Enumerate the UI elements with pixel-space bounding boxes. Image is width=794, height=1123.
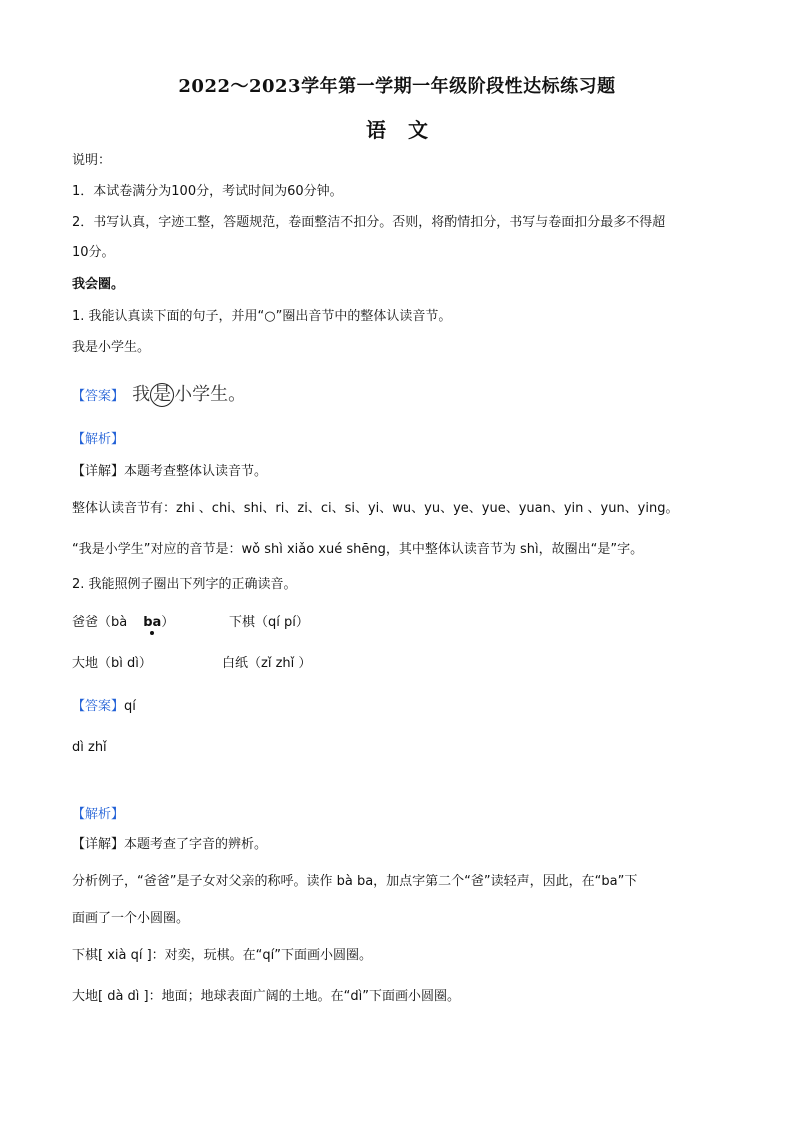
detail-tag: 【详解】 [72,837,125,852]
detail-tag: 【详解】 [72,464,125,479]
q1-detail [72,463,267,481]
q2-item-3: 大地（bì dì） [72,656,152,671]
answer-tag: 【答案】 [72,389,125,404]
q1-answer-row [72,383,246,407]
q1-syllable-list: 整体认读音节有：zhi 、chi、shi、ri、zi、ci、si、yi、wu、yu、ye、yue、yuan、yin 、yun、ying。 [72,501,679,516]
q2-paragraph-3: 大地[ dà dì ]：地面；地球表面广阔的土地。在“dì”下面画小圆圈。 [72,989,460,1004]
answer-text-before: 我 [132,384,151,405]
instruction-item-2-line-1: 2．书写认真，字迹工整，答题规范，卷面整洁不扣分。否则，将酌情扣分，书写与卷面扣分最多不得超 [72,215,666,230]
q2-paragraph-2: 下棋[ xià qí ]：对奕，玩棋。在“qí”下面画小圆圈。 [72,948,373,963]
q2-item-4: 白纸（zǐ zhǐ ） [222,656,312,671]
q2-item-2: 下棋（qí pí） [229,615,309,630]
q2-item-1 [72,614,174,632]
q2-prompt: 2. 我能照例子圈出下列字的正确读音。 [72,577,297,592]
detail-text: 本题考查了字音的辨析。 [124,837,268,852]
page-title: 2022～2023学年第一学期一年级阶段性达标练习题 [178,76,616,97]
q2-paragraph-1-line-2: 面画了一个小圆圈。 [72,911,190,926]
instruction-item-1: 1．本试卷满分为100分，考试时间为60分钟。 [72,184,343,199]
q1-prompt: 1. 我能认真读下面的句子，并用“○”圈出音节中的整体认读音节。 [72,309,452,324]
answer-tag: 【答案】 [72,699,125,714]
item-1-close: ） [161,615,175,630]
answer-sentence [132,384,246,405]
q2-paragraph-1-line-1: 分析例子，“爸爸”是子女对父亲的称呼。读作 bà ba，加点字第二个“爸”读轻声，因此，在“ba”下 [72,874,638,889]
instruction-item-2-line-2: 10分。 [72,245,115,260]
q2-detail [72,836,267,854]
section-heading: 我会圈。 [72,277,125,292]
q1-explanation: “我是小学生”对应的音节是：wǒ shì xiǎo xué shēng，其中整体认读音节为 shì，故圈出“是”字。 [72,542,644,557]
subject-title: 语文 [366,118,450,142]
answer-text-after: 小学生。 [174,384,247,405]
q1-sentence: 我是小学生。 [72,340,151,355]
instructions-heading: 说明： [72,153,112,168]
q2-answer-row [72,698,136,716]
item-1-word: 爸爸（bà [72,615,128,630]
q1-analysis-tag: 【解析】 [72,432,125,447]
detail-text: 本题考查整体认读音节。 [124,464,268,479]
example-circled-syllable: ba [143,615,162,630]
circled-character: 是 [150,383,174,407]
q2-answer-line-2: dì zhǐ [72,740,107,755]
q2-analysis-tag: 【解析】 [72,807,125,822]
answer-line-1: qí [124,699,136,714]
